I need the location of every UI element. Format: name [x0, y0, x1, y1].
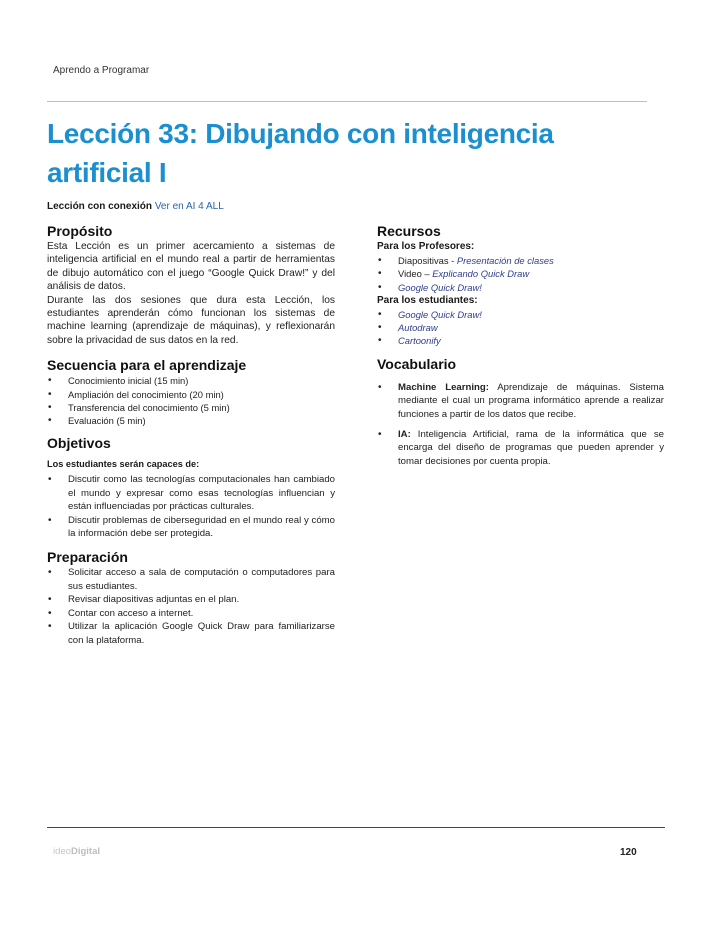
estudiantes-list — [377, 308, 664, 348]
secuencia-list — [47, 374, 335, 427]
right-column — [377, 222, 664, 475]
list-item: • Discutir como las tecnologías computacionales han cambiado el mundo y expresar como esas tecnologías influencian y están influenciadas por prácticas culturales. — [47, 473, 335, 513]
cartoonify-link[interactable]: Cartoonify — [398, 335, 441, 347]
list-item — [377, 254, 664, 267]
list-item: • Revisar diapositivas adjuntas en el plan. — [47, 593, 335, 606]
preparacion-list — [47, 566, 335, 646]
video-link[interactable]: Explicando Quick Draw — [432, 268, 530, 280]
list-item: • Utilizar la aplicación Google Quick Draw para familiarizarse con la plataforma. — [47, 620, 335, 647]
estudiantes-label: Para los estudiantes: — [377, 294, 478, 306]
footer-brand — [53, 846, 100, 857]
lesson-connection — [47, 201, 224, 212]
quickdraw-link[interactable]: Google Quick Draw! — [398, 308, 482, 320]
secuencia-heading: Secuencia para el aprendizaje — [47, 357, 247, 374]
vocab-item — [377, 428, 664, 468]
list-item: • Ampliación del conocimiento (20 min) — [47, 388, 335, 401]
vocab-definition: Inteligencia Artificial, rama de la informática que se encarga del diseño de programas que pueden aprender y tomar decisiones por cuenta propia. — [398, 429, 664, 467]
list-item — [377, 334, 664, 347]
list-item: • Transferencia del conocimiento (5 min) — [47, 401, 335, 414]
resource-type: Diapositivas - — [398, 255, 457, 266]
vocabulario-list — [377, 381, 664, 468]
list-item — [377, 281, 664, 294]
title-line-1: Lección 33: Dibujando con inteligencia — [47, 118, 554, 149]
preparacion-heading: Preparación — [47, 549, 128, 566]
presentacion-link[interactable]: Presentación de clases — [456, 255, 554, 266]
vocab-term: IA: — [398, 429, 411, 440]
proposito-section — [47, 222, 335, 347]
recursos-heading: Recursos — [377, 223, 441, 239]
list-item: • Conocimiento inicial (15 min) — [47, 374, 335, 387]
vocab-definition: Aprendizaje de máquinas. Sistema mediante el cual un programa informático aprende a realizar funciones a partir de los datos que recibe. — [398, 381, 665, 420]
resource-type: Video – — [398, 268, 433, 280]
recursos-section — [377, 222, 664, 348]
bottom-divider — [47, 827, 665, 828]
quickdraw-link[interactable]: Google Quick Draw! — [398, 281, 482, 293]
running-head: Aprendo a Programar — [53, 65, 150, 76]
preparacion-section — [47, 548, 335, 646]
vocabulario-heading: Vocabulario — [377, 355, 457, 372]
list-item: • Discutir problemas de ciberseguridad en el mundo real y cómo la información debe ser protegida. — [47, 514, 335, 541]
vocab-term: Machine Learning: — [398, 381, 489, 393]
vocabulario-section — [377, 355, 664, 468]
list-item: • Evaluación (5 min) — [47, 414, 335, 427]
left-column — [47, 222, 335, 647]
page-number: 120 — [620, 847, 637, 858]
list-item: • Solicitar acceso a sala de computación o computadores para sus estudiantes. — [47, 566, 335, 593]
proposito-paragraph: Durante las dos sesiones que dura esta Lección, los estudiantes aprenderán cómo funcionan los sistemas de machine learning (aprendizaje de máquinas), y reflexionarán sobre la privacidad de sus datos en la red. — [47, 294, 335, 346]
connection-label: Lección con conexión — [47, 201, 153, 212]
page-title — [47, 114, 647, 192]
brand-bold: Digital — [70, 846, 100, 857]
objetivos-list — [47, 473, 335, 540]
ai4all-link[interactable]: Ver en AI 4 ALL — [154, 201, 224, 212]
profesores-list — [377, 254, 664, 294]
title-line-2: artificial I — [47, 157, 167, 188]
objetivos-intro: Los estudiantes serán capaces de: — [47, 459, 200, 470]
autodraw-link[interactable]: Autodraw — [398, 322, 438, 334]
profesores-label: Para los Profesores: — [377, 241, 475, 252]
list-item — [377, 321, 664, 334]
objetivos-heading: Objetivos — [47, 435, 111, 452]
top-divider — [47, 101, 647, 102]
proposito-paragraph: Esta Lección es un primer acercamiento a sistemas de inteligencia artificial en el mundo real a partir de herramientas de dibujo automático con el juego “Google Quick Draw!” y del análisis de datos. — [47, 241, 335, 293]
vocab-item — [377, 381, 664, 421]
list-item: • Contar con acceso a internet. — [47, 607, 335, 620]
list-item — [377, 267, 664, 280]
proposito-heading: Propósito — [47, 223, 113, 239]
objetivos-section — [47, 434, 335, 540]
secuencia-section — [47, 356, 335, 427]
brand-light: ideo — [53, 846, 71, 857]
list-item — [377, 308, 664, 321]
